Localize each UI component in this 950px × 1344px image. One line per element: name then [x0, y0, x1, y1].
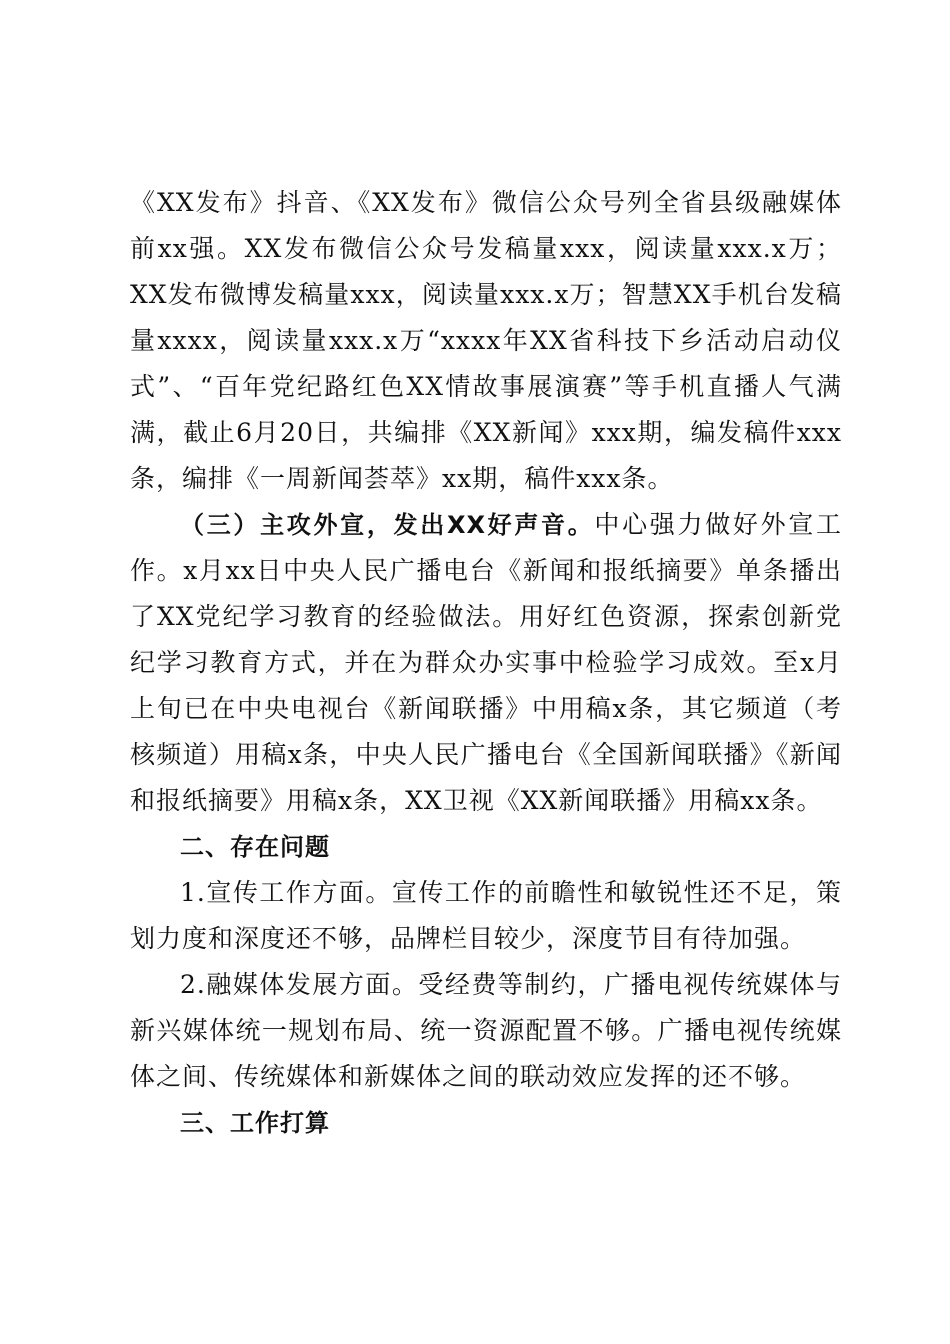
heading-existing-problems: 二、存在问题: [180, 833, 330, 861]
document-body: [130, 180, 842, 1146]
paragraph-problem-publicity: 1.宣传工作方面。宣传工作的前瞻性和敏锐性还不足，策划力度和深度还不够，品牌栏目较少，深度节目有待加强。: [130, 878, 842, 953]
paragraph-media-stats: 《XX发布》抖音、《XX发布》微信公众号列全省县级融媒体前xx强。XX发布微信公众号发稿量xxx，阅读量xxx.x万；XX发布微博发稿量xxx，阅读量xxx.x万；智慧XX手机台发稿量xxxx，阅读量xxx.x万“xxxx年XX省科技下乡活动启动仪式”、“百年党纪路红色XX情故事展演赛”等手机直播人气满满，截止6月20日，共编排《XX新闻》xxx期，编发稿件xxx条，编排《一周新闻荟萃》xx期，稿件xxx条。: [130, 188, 842, 493]
heading-work-plan: 三、工作打算: [180, 1109, 330, 1137]
paragraph-external-publicity-body: 中心强力做好外宣工作。x月xx日中央人民广播电台《新闻和报纸摘要》单条播出了XX党纪学习教育的经验做法。用好红色资源，探索创新党纪学习教育方式，并在为群众办实事中检验学习成效。至x月上旬已在中央电视台《新闻联播》中用稿x条，其它频道（考核频道）用稿x条，中央人民广播电台《全国新闻联播》《新闻和报纸摘要》用稿x条，XX卫视《XX新闻联播》用稿xx条。: [130, 510, 842, 815]
section-lead-external-publicity: （三）主攻外宣，发出XX好声音。: [180, 511, 595, 539]
paragraph-external-publicity: [130, 502, 842, 824]
paragraph-problem-media-development: 2.融媒体发展方面。受经费等制约，广播电视传统媒体与新兴媒体统一规划布局、统一资源配置不够。广播电视传统媒体之间、传统媒体和新媒体之间的联动效应发挥的还不够。: [130, 970, 842, 1091]
